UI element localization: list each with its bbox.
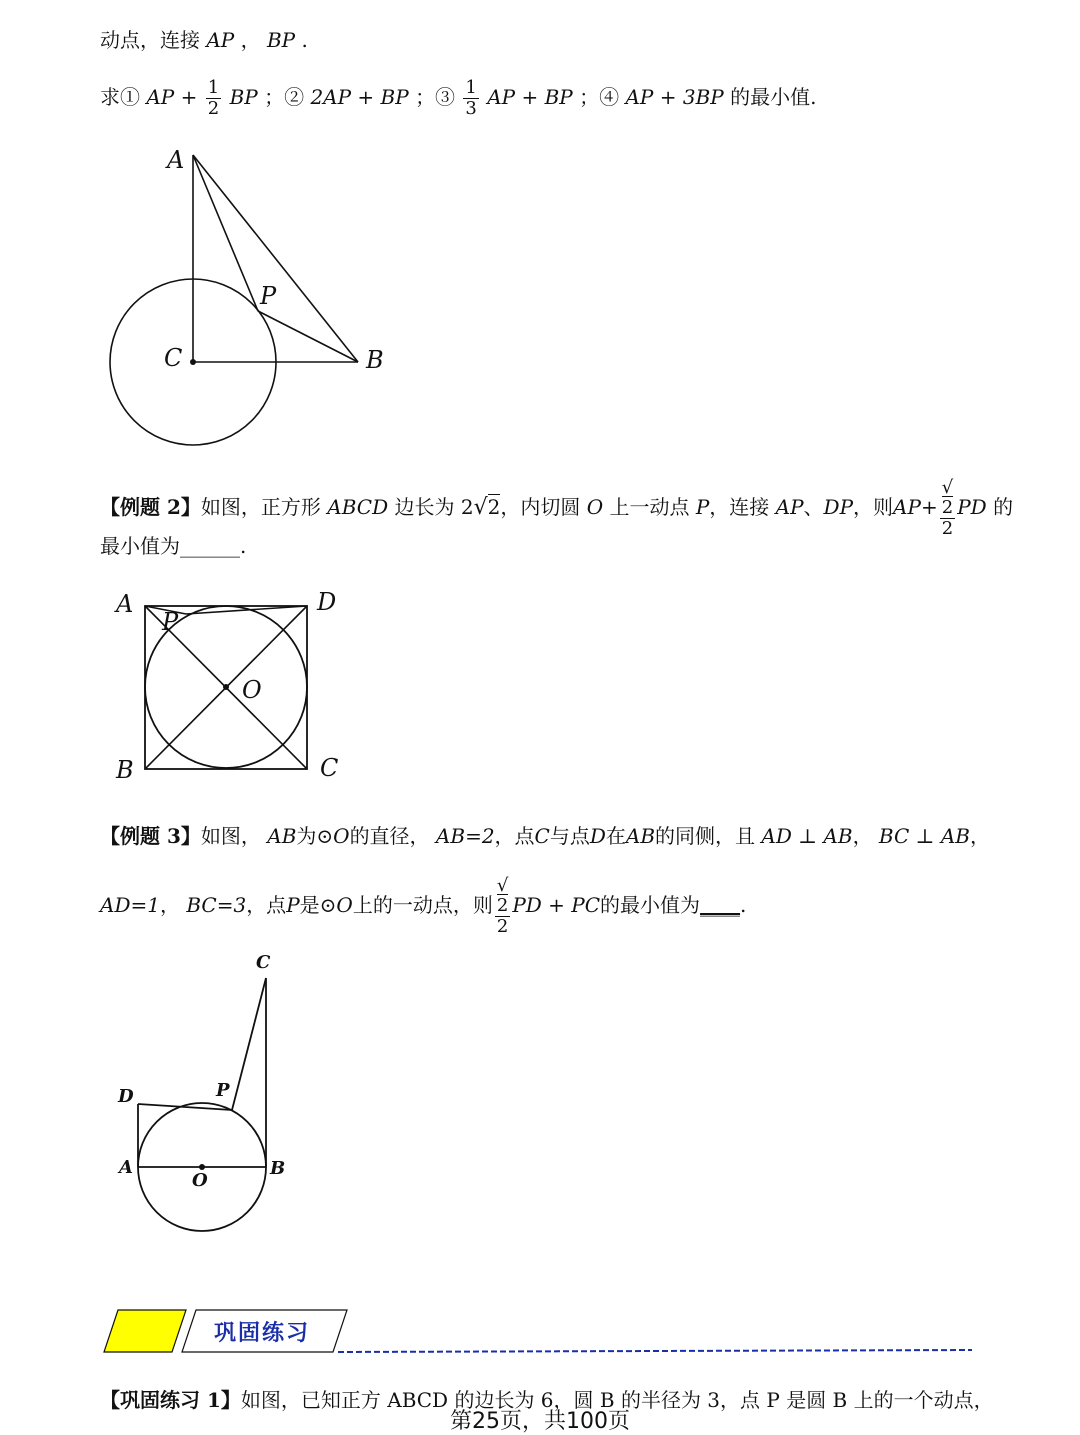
text-segment: ，	[969, 824, 990, 848]
page-footer: 第25页，共100页	[450, 1409, 630, 1434]
math-o: O	[333, 824, 350, 848]
fraction-numerator: 2	[941, 497, 954, 518]
text-segment: ，内切圆	[500, 495, 581, 519]
text-segment: ，点	[246, 893, 287, 917]
fig3-label-o: O	[192, 1170, 208, 1191]
math-p: P	[286, 893, 300, 917]
math-ap-plus: AP+	[893, 495, 938, 519]
text-segment: ；③	[415, 85, 456, 109]
text-segment: 上的一动点，则	[352, 893, 493, 917]
fig2-label-c: C	[320, 754, 339, 782]
math-expr: PD + PC	[512, 893, 601, 917]
fig3-label-b: B	[270, 1158, 286, 1179]
math-ab: AB	[267, 824, 297, 848]
fig2-label-p: P	[162, 608, 179, 636]
example-2: 【例题 2】如图，正方形 ABCD 边长为 2√2，内切圆 O 上一动点 P，连接 AP、DP，则AP+ √ 2 2 PD 的	[100, 477, 1014, 539]
math-expr-2: 2AP + BP	[310, 85, 409, 109]
math-d: D	[589, 824, 606, 848]
math-ab: AB	[625, 824, 656, 848]
math-perp-2: BC ⊥ AB	[878, 824, 970, 848]
text-segment: 求①	[100, 85, 140, 109]
fig3-label-p: P	[216, 1080, 230, 1101]
math-expr-3: AP + BP	[487, 85, 573, 109]
text-segment: ；④	[579, 85, 620, 109]
math-c: C	[534, 824, 550, 848]
practice-tag: 【巩固练习 1】	[100, 1388, 241, 1412]
banner-accent	[104, 1310, 186, 1352]
text-segment: 为⊙	[296, 824, 334, 848]
text-segment: 如图，正方形	[200, 495, 321, 519]
fig2-label-b: B	[116, 756, 134, 784]
math-o: O	[586, 495, 604, 519]
fig3-label-d: D	[118, 1086, 134, 1107]
math-perp-1: AD ⊥ AB	[761, 824, 853, 848]
fraction-denominator: 2	[496, 916, 509, 937]
text-segment: ；②	[264, 85, 305, 109]
fraction-numerator: 1	[465, 77, 477, 98]
text-segment: 动点，连接	[100, 28, 200, 52]
math-bp: BP	[229, 85, 258, 109]
text-segment: 的最小值.	[730, 85, 817, 109]
text-segment: 、	[803, 495, 824, 519]
text-segment: 的同侧，且	[655, 824, 756, 848]
text-segment: ，	[159, 893, 180, 917]
math-ap: AP	[206, 28, 235, 52]
sqrt-radicand: 2	[487, 495, 501, 519]
fraction-numerator: 2	[496, 895, 509, 916]
fig2-label-d: D	[317, 588, 337, 616]
text-segment: 与点	[549, 824, 590, 848]
text-segment: ，则	[853, 495, 894, 519]
math-o: O	[336, 893, 353, 917]
math-ab-eq: AB=2	[435, 824, 495, 848]
text-segment: 的直径，	[349, 824, 430, 848]
math-expr-4: AP + 3BP	[625, 85, 724, 109]
math-abcd: ABCD	[327, 495, 389, 519]
text-segment: ，点	[494, 824, 535, 848]
math-bc-eq: BC=3	[186, 893, 247, 917]
fraction-numerator: 1	[207, 77, 220, 98]
fig3-label-c: C	[256, 952, 271, 973]
fig3-label-a: A	[119, 1157, 133, 1178]
text-segment: 上一动点	[609, 495, 690, 519]
math-p: P	[695, 495, 710, 519]
practice-text: 如图，已知正方 ABCD 的边长为 6，圆 B 的半径为 3，点 P 是圆 B 上的一个动点，	[240, 1388, 994, 1412]
math-plus: +	[180, 85, 198, 109]
fig1-label-a: A	[167, 146, 185, 174]
banner-title: 巩固练习	[214, 1321, 311, 1346]
text-segment: .	[301, 28, 308, 52]
fig2-label-a: A	[116, 590, 134, 618]
math-bp: BP	[266, 28, 296, 52]
fig1-label-p: P	[260, 282, 277, 310]
answer-blank: ____	[700, 893, 741, 917]
text-segment: ，	[240, 28, 261, 52]
fraction-denominator: 2	[207, 98, 220, 119]
fraction-sqrt2-over-2: √ 2 2	[941, 477, 954, 539]
math-ap: AP	[775, 495, 804, 519]
fig1-label-c: C	[164, 344, 183, 372]
example-2-line-2: 最小值为______.	[100, 534, 247, 558]
math-dp: DP	[823, 495, 854, 519]
text-segment: 是⊙	[299, 893, 337, 917]
text-segment: 的	[993, 495, 1014, 519]
banner-dashed-rule	[338, 1350, 972, 1352]
fraction-sqrt2-over-2: √ 2 2	[496, 875, 509, 937]
text-segment: 边长为 2	[394, 495, 474, 519]
example-tag: 【例题 3】	[100, 824, 201, 848]
fig2-label-o: O	[242, 676, 262, 704]
fig1-label-b: B	[366, 346, 384, 374]
text-segment: 的最小值为	[600, 893, 701, 917]
example-tag: 【例题 2】	[100, 495, 201, 519]
math-ad-eq: AD=1	[100, 893, 160, 917]
fraction-denominator: 3	[465, 98, 477, 119]
fraction-denominator: 2	[941, 518, 954, 539]
text-segment: ，连接	[709, 495, 770, 519]
math-pd: PD	[957, 495, 987, 519]
math-ap: AP	[146, 85, 175, 109]
text-segment: 如图，	[200, 824, 261, 848]
text-segment: 在	[605, 824, 626, 848]
text-segment: ，	[852, 824, 873, 848]
text-segment: .	[740, 893, 747, 917]
